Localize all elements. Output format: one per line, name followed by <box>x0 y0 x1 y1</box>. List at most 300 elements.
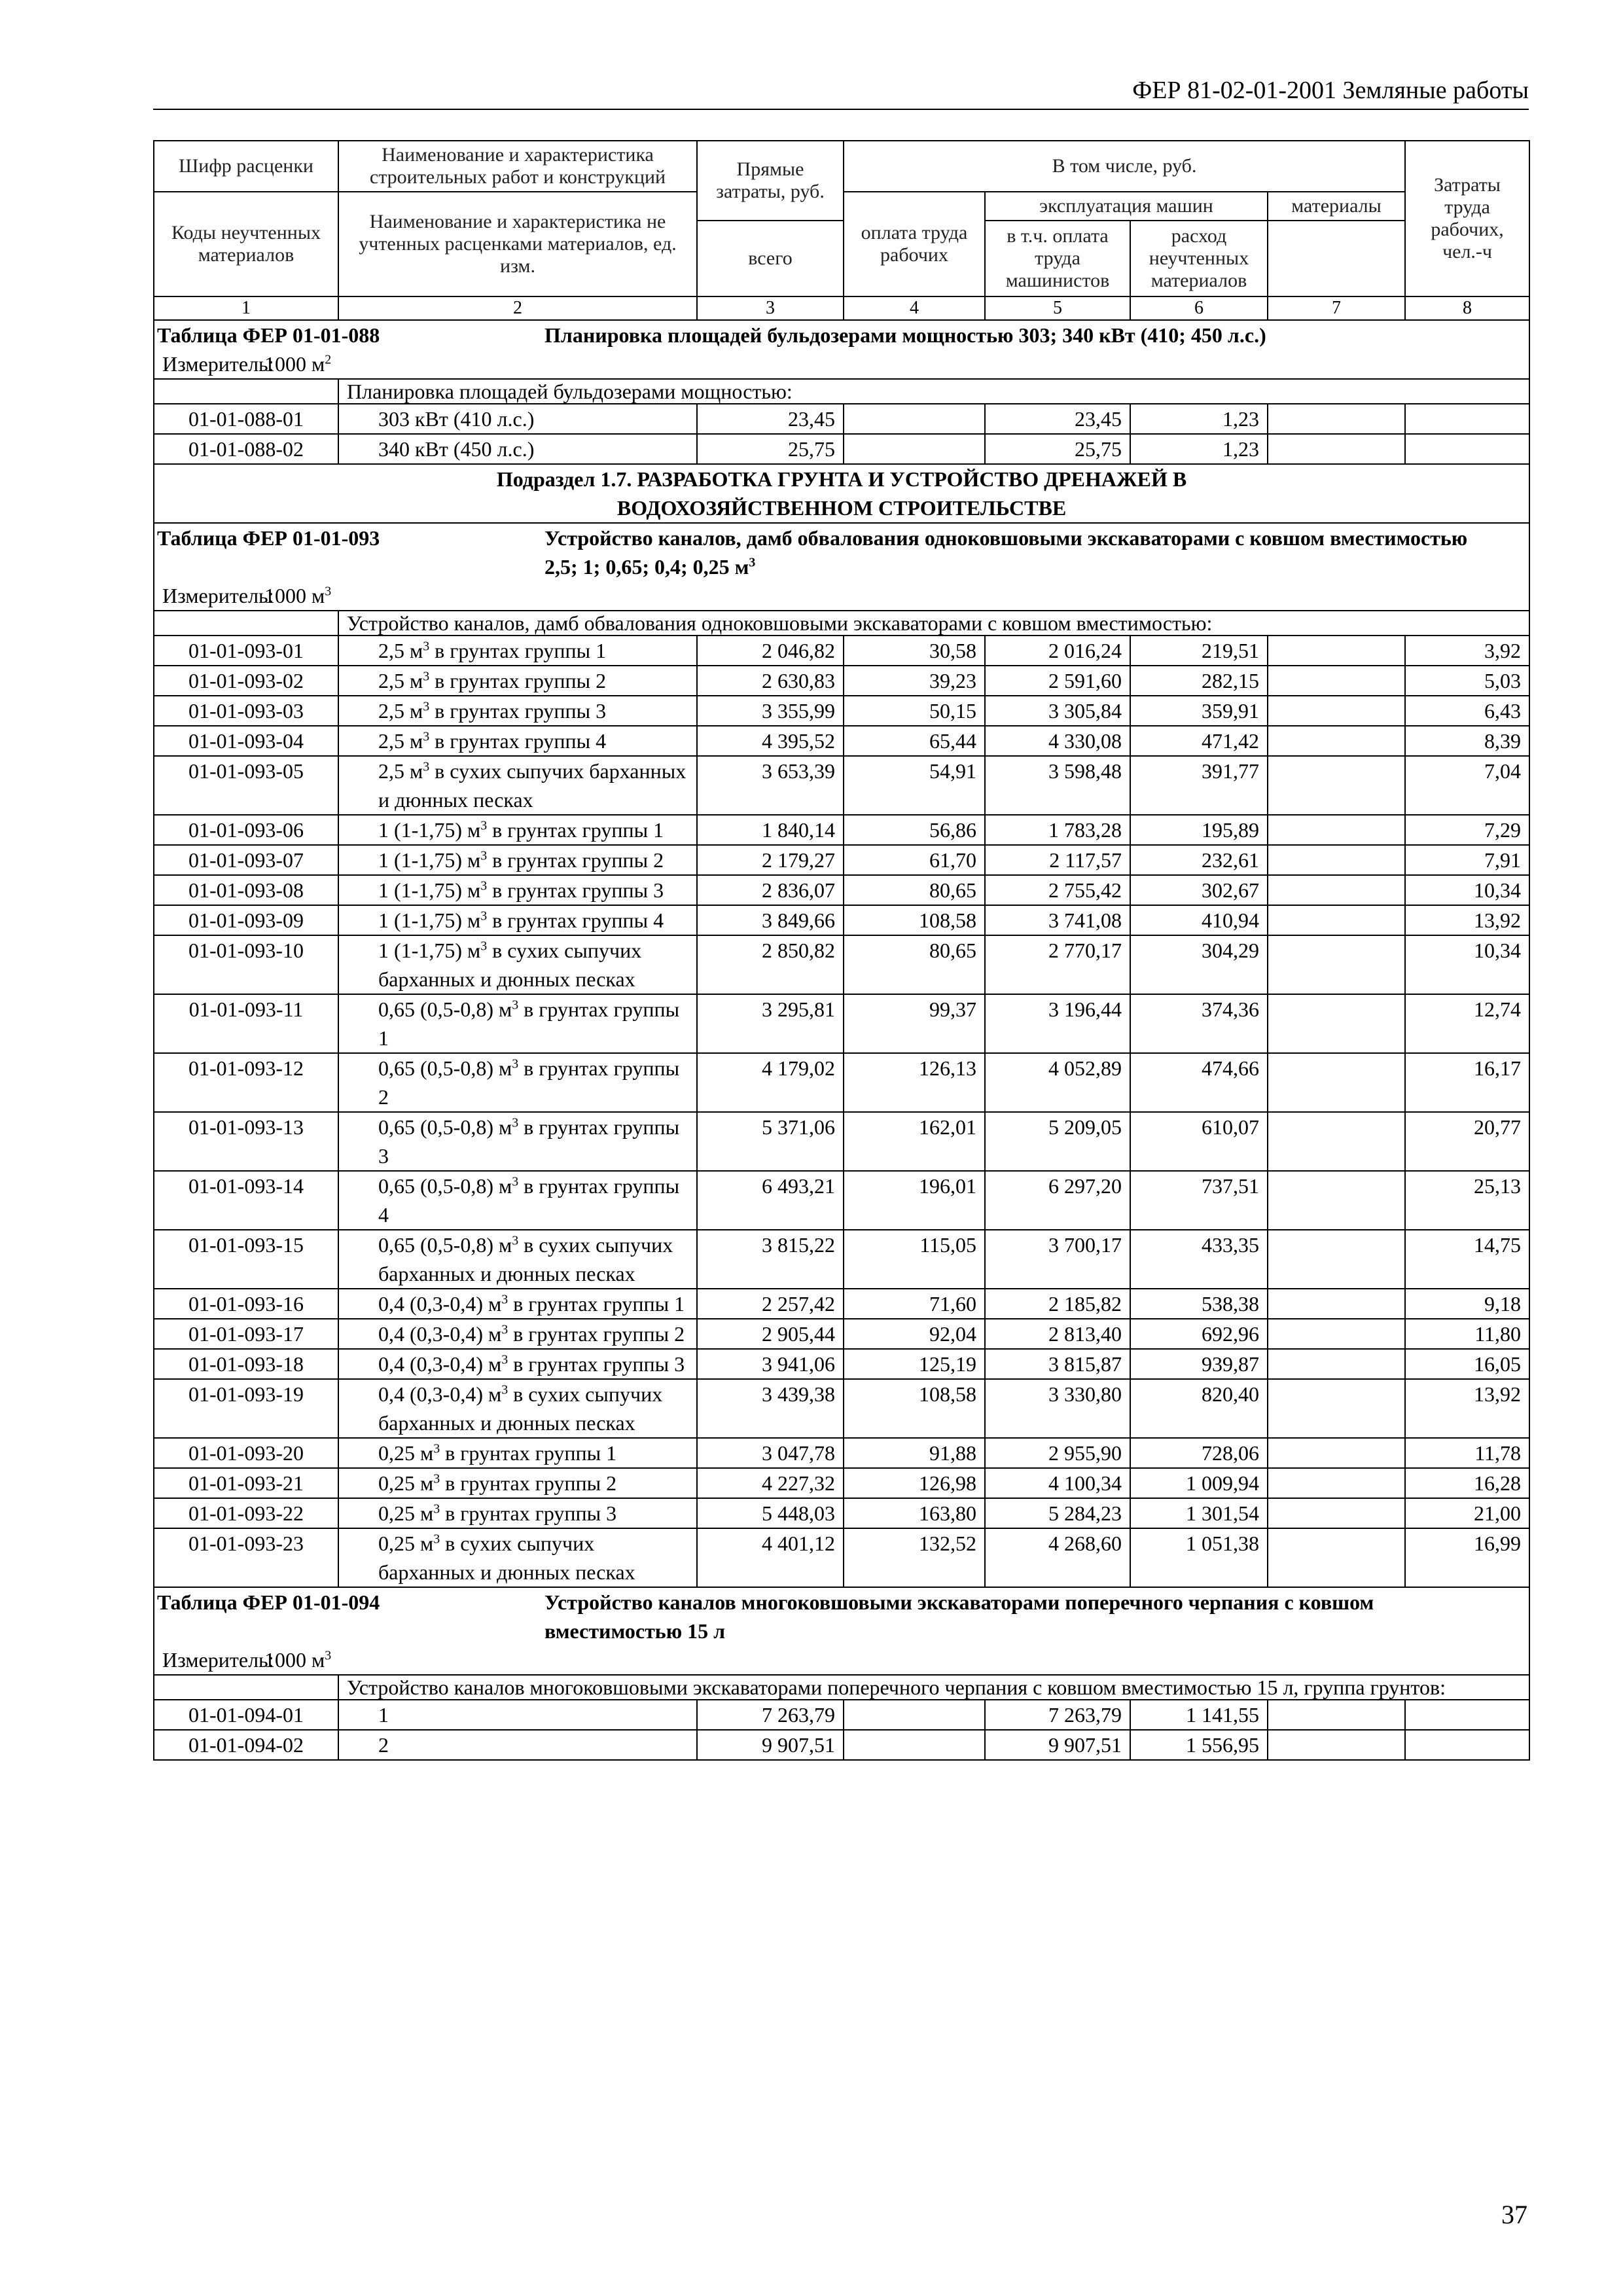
direct-cost: 4 227,32 <box>697 1468 844 1498</box>
workers-wages: 99,37 <box>844 994 985 1053</box>
intro-text: Устройство каналов многоковшовыми экскаваторами поперечного черпания с ковшом вместимостью 15 л, группа грунтов: <box>338 1675 1529 1700</box>
materials-cost <box>1268 815 1405 845</box>
machines-total: 5 209,05 <box>985 1112 1130 1171</box>
t088-intro-row <box>154 379 1529 404</box>
rate-code: 01-01-094-01 <box>154 1700 338 1730</box>
machines-total: 25,75 <box>985 434 1130 464</box>
work-name: 0,65 (0,5-0,8) $м^3$ в сухих сыпучих барханных и дюнных песках <box>338 1230 697 1289</box>
work-name: 0,65 (0,5-0,8) $м^3$ в грунтах группы 1 <box>338 994 697 1053</box>
rate-code: 01-01-094-02 <box>154 1730 338 1760</box>
measure-label: Измеритель: <box>162 352 274 376</box>
t094-title-row <box>154 1587 1529 1645</box>
rate-code: 01-01-093-21 <box>154 1468 338 1498</box>
labor-cost: 7,04 <box>1405 756 1529 815</box>
measure-label: Измеритель: <box>162 584 274 607</box>
rate-code: 01-01-093-22 <box>154 1498 338 1528</box>
measure-cell <box>154 581 1529 611</box>
col-direct: Прямые затраты, руб. <box>697 141 844 221</box>
table-row <box>154 1112 1529 1171</box>
work-name: 1 (1-1,75) $м^3$ в сухих сыпучих барханных и дюнных песках <box>338 935 697 994</box>
superscript: 3 <box>512 1056 519 1071</box>
rate-code: 01-01-093-06 <box>154 815 338 845</box>
superscript: 3 <box>480 878 488 893</box>
superscript: 3 <box>501 1382 508 1397</box>
rate-code: 01-01-093-02 <box>154 666 338 696</box>
machinists-wages: 692,96 <box>1130 1319 1268 1349</box>
machinists-wages: 433,35 <box>1130 1230 1268 1289</box>
work-name: 1 <box>338 1700 697 1730</box>
materials-cost <box>1268 845 1405 875</box>
machines-total: 2 016,24 <box>985 636 1130 666</box>
machines-total: 2 185,82 <box>985 1289 1130 1319</box>
machinists-wages: 410,94 <box>1130 905 1268 935</box>
superscript: 3 <box>480 939 488 954</box>
work-name: 0,4 (0,3-0,4) $м^3$ в грунтах группы 3 <box>338 1349 697 1379</box>
materials-cost <box>1268 905 1405 935</box>
workers-wages: 196,01 <box>844 1171 985 1230</box>
direct-cost: 2 630,83 <box>697 666 844 696</box>
work-name: 0,4 (0,3-0,4) $м^3$ в грунтах группы 2 <box>338 1319 697 1349</box>
measure-value: 1000 $м^3$ <box>264 1648 332 1672</box>
materials-cost <box>1268 696 1405 726</box>
superscript: 3 <box>433 1532 440 1547</box>
direct-cost: 3 295,81 <box>697 994 844 1053</box>
materials-cost <box>1268 1700 1405 1730</box>
table-row <box>154 1319 1529 1349</box>
machinists-wages: 359,91 <box>1130 696 1268 726</box>
machinists-wages: 219,51 <box>1130 636 1268 666</box>
direct-cost: 3 815,22 <box>697 1230 844 1289</box>
measure-value: 1000 $м^3$ <box>264 584 332 607</box>
t094-title-cell <box>154 1587 1529 1645</box>
table-row <box>154 935 1529 994</box>
rate-code: 01-01-093-07 <box>154 845 338 875</box>
work-name: 0,25 $м^3$ в грунтах группы 2 <box>338 1468 697 1498</box>
materials-cost <box>1268 1498 1405 1528</box>
workers-wages <box>844 404 985 434</box>
workers-wages: 108,58 <box>844 905 985 935</box>
direct-cost: 2 836,07 <box>697 875 844 905</box>
table-row <box>154 666 1529 696</box>
table-title: Устройство каналов многоковшовыми экскаваторами поперечного черпания с ковшом вместимостью 15 л <box>544 1590 1374 1643</box>
superscript: 3 <box>512 997 519 1013</box>
intro-text: Устройство каналов, дамб обвалования одноковшовыми экскаваторами с ковшом вместимостью: <box>338 611 1529 636</box>
col-materials-sub: расход неучтенных материалов <box>1130 221 1268 296</box>
direct-cost: 3 849,66 <box>697 905 844 935</box>
machinists-wages: 1 141,55 <box>1130 1700 1268 1730</box>
materials-cost <box>1268 1528 1405 1587</box>
machinists-wages: 1,23 <box>1130 434 1268 464</box>
table-row <box>154 1468 1529 1498</box>
table-title: Устройство каналов, дамб обвалования одноковшовыми экскаваторами с ковшом вместимостью 2,5; 1; 0,65; 0,4; 0,25 $м^3$ <box>544 526 1468 579</box>
table-row <box>154 1379 1529 1438</box>
materials-cost <box>1268 1468 1405 1498</box>
superscript: 3 <box>325 1648 332 1663</box>
labor-cost: 14,75 <box>1405 1230 1529 1289</box>
workers-wages: 61,70 <box>844 845 985 875</box>
superscript: 3 <box>325 584 332 599</box>
section-line-1: Подраздел 1.7. РАЗРАБОТКА ГРУНТА И УСТРОЙСТВО ДРЕНАЖЕЙ В <box>496 467 1187 491</box>
rate-code: 01-01-093-19 <box>154 1379 338 1438</box>
workers-wages: 163,80 <box>844 1498 985 1528</box>
materials-cost <box>1268 1349 1405 1379</box>
work-name: 2,5 $м^3$ в сухих сыпучих барханных и дюнных песках <box>338 756 697 815</box>
column-number: 5 <box>985 296 1130 320</box>
machinists-wages: 374,36 <box>1130 994 1268 1053</box>
intro-code-cell <box>154 611 338 636</box>
page-header <box>153 68 1529 110</box>
work-name: 2,5 $м^3$ в грунтах группы 4 <box>338 726 697 756</box>
rate-code: 01-01-093-18 <box>154 1349 338 1379</box>
column-number: 1 <box>154 296 338 320</box>
machines-total: 1 783,28 <box>985 815 1130 845</box>
materials-cost <box>1268 1053 1405 1112</box>
direct-cost: 2 905,44 <box>697 1319 844 1349</box>
col-codes: Коды неучтенных материалов <box>154 192 338 296</box>
machines-total: 23,45 <box>985 404 1130 434</box>
section-title <box>154 464 1529 523</box>
machinists-wages: 728,06 <box>1130 1438 1268 1468</box>
direct-cost: 4 395,52 <box>697 726 844 756</box>
page-number: 37 <box>1501 2200 1527 2229</box>
materials-cost <box>1268 1112 1405 1171</box>
header-row-1 <box>154 141 1529 192</box>
materials-cost <box>1268 1289 1405 1319</box>
workers-wages: 92,04 <box>844 1319 985 1349</box>
table-row <box>154 1171 1529 1230</box>
direct-cost: 3 355,99 <box>697 696 844 726</box>
table-title: Планировка площадей бульдозерами мощностью 303; 340 кВт (410; 450 л.с.) <box>544 323 1266 347</box>
col-wages: оплата труда рабочих <box>844 192 985 296</box>
t093-measure-row <box>154 581 1529 611</box>
table-row <box>154 404 1529 434</box>
table-row <box>154 1700 1529 1730</box>
materials-cost <box>1268 1230 1405 1289</box>
materials-cost <box>1268 1319 1405 1349</box>
materials-cost <box>1268 726 1405 756</box>
col-materials: материалы <box>1268 192 1405 221</box>
superscript: 3 <box>423 639 430 654</box>
column-number: 7 <box>1268 296 1405 320</box>
machines-total: 3 196,44 <box>985 994 1130 1053</box>
t088-title-row <box>154 320 1529 350</box>
superscript: 3 <box>480 818 488 833</box>
direct-cost: 3 941,06 <box>697 1349 844 1379</box>
machines-total: 4 100,34 <box>985 1468 1130 1498</box>
work-name: 0,65 (0,5-0,8) $м^3$ в грунтах группы 2 <box>338 1053 697 1112</box>
work-name: 0,65 (0,5-0,8) $м^3$ в грунтах группы 3 <box>338 1112 697 1171</box>
labor-cost: 11,80 <box>1405 1319 1529 1349</box>
measure-value: 1000 $м^2$ <box>264 352 332 376</box>
direct-cost: 3 653,39 <box>697 756 844 815</box>
col-name-bottom: Наименование и характеристика не учтенных расценками материалов, ед. изм. <box>338 192 697 296</box>
column-number: 2 <box>338 296 697 320</box>
materials-cost <box>1268 1730 1405 1760</box>
workers-wages: 80,65 <box>844 875 985 905</box>
rate-code: 01-01-093-23 <box>154 1528 338 1587</box>
t088-measure-row <box>154 350 1529 379</box>
machinists-wages: 391,77 <box>1130 756 1268 815</box>
labor-cost: 16,28 <box>1405 1468 1529 1498</box>
intro-text: Планировка площадей бульдозерами мощностью: <box>338 379 1529 404</box>
labor-cost: 12,74 <box>1405 994 1529 1053</box>
materials-cost <box>1268 404 1405 434</box>
work-name: 0,4 (0,3-0,4) $м^3$ в сухих сыпучих барханных и дюнных песках <box>338 1379 697 1438</box>
table-row <box>154 1528 1529 1587</box>
machines-total: 9 907,51 <box>985 1730 1130 1760</box>
materials-cost <box>1268 756 1405 815</box>
labor-cost: 21,00 <box>1405 1498 1529 1528</box>
workers-wages <box>844 434 985 464</box>
table-row <box>154 845 1529 875</box>
col-machines-wages: в т.ч. оплата труда машинистов <box>985 221 1130 296</box>
machinists-wages: 471,42 <box>1130 726 1268 756</box>
machines-total: 4 330,08 <box>985 726 1130 756</box>
machinists-wages: 820,40 <box>1130 1379 1268 1438</box>
section-row <box>154 464 1529 523</box>
machines-total: 4 268,60 <box>985 1528 1130 1587</box>
labor-cost <box>1405 404 1529 434</box>
labor-cost: 13,92 <box>1405 1379 1529 1438</box>
rate-code: 01-01-093-12 <box>154 1053 338 1112</box>
table-row <box>154 875 1529 905</box>
machinists-wages: 737,51 <box>1130 1171 1268 1230</box>
rate-code: 01-01-093-16 <box>154 1289 338 1319</box>
superscript: 3 <box>501 1352 508 1367</box>
table-row <box>154 815 1529 845</box>
materials-cost <box>1268 1171 1405 1230</box>
t093-title-cell <box>154 523 1529 581</box>
measure-cell <box>154 1645 1529 1675</box>
work-name: 2,5 $м^3$ в грунтах группы 3 <box>338 696 697 726</box>
labor-cost <box>1405 1700 1529 1730</box>
machinists-wages: 304,29 <box>1130 935 1268 994</box>
machinists-wages: 1 556,95 <box>1130 1730 1268 1760</box>
work-name: 303 кВт (410 л.с.) <box>338 404 697 434</box>
direct-cost: 6 493,21 <box>697 1171 844 1230</box>
workers-wages <box>844 1730 985 1760</box>
direct-cost: 9 907,51 <box>697 1730 844 1760</box>
rate-code: 01-01-093-04 <box>154 726 338 756</box>
machines-total: 3 741,08 <box>985 905 1130 935</box>
workers-wages: 132,52 <box>844 1528 985 1587</box>
machines-total: 4 052,89 <box>985 1053 1130 1112</box>
superscript: 3 <box>512 1174 519 1189</box>
machines-total: 2 591,60 <box>985 666 1130 696</box>
materials-cost <box>1268 666 1405 696</box>
table-code: Таблица ФЕР 01-01-094 <box>157 1590 380 1614</box>
superscript: 3 <box>423 729 430 744</box>
workers-wages <box>844 1700 985 1730</box>
table-row <box>154 1053 1529 1112</box>
labor-cost: 3,92 <box>1405 636 1529 666</box>
work-name: 340 кВт (450 л.с.) <box>338 434 697 464</box>
column-number: 3 <box>697 296 844 320</box>
direct-cost: 4 179,02 <box>697 1053 844 1112</box>
table-row <box>154 1230 1529 1289</box>
measure-label: Измеритель: <box>162 1648 274 1672</box>
table-row <box>154 756 1529 815</box>
work-name: 0,25 $м^3$ в сухих сыпучих барханных и дюнных песках <box>338 1528 697 1587</box>
machines-total: 2 955,90 <box>985 1438 1130 1468</box>
table-row <box>154 726 1529 756</box>
materials-cost <box>1268 875 1405 905</box>
col-labor: Затраты труда рабочих, чел.-ч <box>1405 141 1529 296</box>
machinists-wages: 1 301,54 <box>1130 1498 1268 1528</box>
machinists-wages: 1 009,94 <box>1130 1468 1268 1498</box>
machines-total: 2 755,42 <box>985 875 1130 905</box>
workers-wages: 126,98 <box>844 1468 985 1498</box>
t094-measure-row <box>154 1645 1529 1675</box>
work-name: 0,4 (0,3-0,4) $м^3$ в грунтах группы 1 <box>338 1289 697 1319</box>
machinists-wages: 474,66 <box>1130 1053 1268 1112</box>
labor-cost: 6,43 <box>1405 696 1529 726</box>
machines-total: 6 297,20 <box>985 1171 1130 1230</box>
superscript: 3 <box>512 1233 519 1248</box>
direct-cost: 7 263,79 <box>697 1700 844 1730</box>
col-cipher: Шифр расценки <box>154 141 338 192</box>
machinists-wages: 195,89 <box>1130 815 1268 845</box>
table-row <box>154 1498 1529 1528</box>
direct-cost: 1 840,14 <box>697 815 844 845</box>
labor-cost <box>1405 1730 1529 1760</box>
labor-cost: 10,34 <box>1405 935 1529 994</box>
table-row <box>154 1289 1529 1319</box>
machines-total: 3 305,84 <box>985 696 1130 726</box>
column-number: 8 <box>1405 296 1529 320</box>
materials-cost <box>1268 1379 1405 1438</box>
workers-wages: 50,15 <box>844 696 985 726</box>
machines-total: 3 815,87 <box>985 1349 1130 1379</box>
t093-title-row <box>154 523 1529 581</box>
table-row <box>154 1349 1529 1379</box>
rate-code: 01-01-093-20 <box>154 1438 338 1468</box>
direct-cost: 23,45 <box>697 404 844 434</box>
rates-table <box>153 140 1530 1761</box>
machines-total: 3 330,80 <box>985 1379 1130 1438</box>
superscript: 3 <box>512 1115 519 1130</box>
workers-wages: 108,58 <box>844 1379 985 1438</box>
table-row <box>154 1438 1529 1468</box>
col-machines-total: всего <box>697 221 844 296</box>
workers-wages: 80,65 <box>844 935 985 994</box>
table-row <box>154 905 1529 935</box>
table-row <box>154 1730 1529 1760</box>
labor-cost: 16,99 <box>1405 1528 1529 1587</box>
superscript: 3 <box>480 908 488 924</box>
machinists-wages: 939,87 <box>1130 1349 1268 1379</box>
superscript: 3 <box>749 555 756 570</box>
machinists-wages: 538,38 <box>1130 1289 1268 1319</box>
superscript: 2 <box>325 352 332 367</box>
col-incl: В том числе, руб. <box>844 141 1405 192</box>
column-number: 4 <box>844 296 985 320</box>
direct-cost: 25,75 <box>697 434 844 464</box>
superscript: 3 <box>480 848 488 863</box>
table-row <box>154 434 1529 464</box>
machines-total: 5 284,23 <box>985 1498 1130 1528</box>
rate-code: 01-01-088-01 <box>154 404 338 434</box>
workers-wages: 71,60 <box>844 1289 985 1319</box>
direct-cost: 4 401,12 <box>697 1528 844 1587</box>
labor-cost: 25,13 <box>1405 1171 1529 1230</box>
workers-wages: 126,13 <box>844 1053 985 1112</box>
direct-cost: 2 046,82 <box>697 636 844 666</box>
table-row <box>154 994 1529 1053</box>
col-name-top: Наименование и характеристика строительных работ и конструкций <box>338 141 697 192</box>
direct-cost: 2 850,82 <box>697 935 844 994</box>
machinists-wages: 1,23 <box>1130 404 1268 434</box>
superscript: 3 <box>433 1441 440 1456</box>
rate-code: 01-01-093-10 <box>154 935 338 994</box>
rate-code: 01-01-093-03 <box>154 696 338 726</box>
work-name: 0,65 (0,5-0,8) $м^3$ в грунтах группы 4 <box>338 1171 697 1230</box>
labor-cost: 5,03 <box>1405 666 1529 696</box>
labor-cost: 20,77 <box>1405 1112 1529 1171</box>
measure-cell <box>154 350 1529 379</box>
table-row <box>154 696 1529 726</box>
superscript: 3 <box>433 1501 440 1516</box>
work-name: 1 (1-1,75) $м^3$ в грунтах группы 1 <box>338 815 697 845</box>
labor-cost: 16,05 <box>1405 1349 1529 1379</box>
materials-cost <box>1268 994 1405 1053</box>
work-name: 1 (1-1,75) $м^3$ в грунтах группы 4 <box>338 905 697 935</box>
workers-wages: 115,05 <box>844 1230 985 1289</box>
workers-wages: 65,44 <box>844 726 985 756</box>
materials-cost <box>1268 434 1405 464</box>
workers-wages: 162,01 <box>844 1112 985 1171</box>
header-title: ФЕР 81-02-01-2001 Земляные работы <box>1132 77 1529 104</box>
labor-cost: 13,92 <box>1405 905 1529 935</box>
t088-title-cell <box>154 320 1529 350</box>
rate-code: 01-01-093-14 <box>154 1171 338 1230</box>
labor-cost: 7,91 <box>1405 845 1529 875</box>
machines-total: 2 770,17 <box>985 935 1130 994</box>
labor-cost: 8,39 <box>1405 726 1529 756</box>
section-line-2: ВОДОХОЗЯЙСТВЕННОМ СТРОИТЕЛЬСТВЕ <box>616 496 1067 520</box>
rate-code: 01-01-093-01 <box>154 636 338 666</box>
direct-cost: 5 448,03 <box>697 1498 844 1528</box>
work-name: 0,25 $м^3$ в грунтах группы 3 <box>338 1498 697 1528</box>
table-row <box>154 636 1529 666</box>
labor-cost: 11,78 <box>1405 1438 1529 1468</box>
labor-cost: 7,29 <box>1405 815 1529 845</box>
rate-code: 01-01-093-11 <box>154 994 338 1053</box>
t093-intro-row <box>154 611 1529 636</box>
intro-code-cell <box>154 1675 338 1700</box>
machines-total: 2 813,40 <box>985 1319 1130 1349</box>
materials-cost <box>1268 1438 1405 1468</box>
workers-wages: 125,19 <box>844 1349 985 1379</box>
work-name: 2 <box>338 1730 697 1760</box>
superscript: 3 <box>423 699 430 714</box>
table-code: Таблица ФЕР 01-01-093 <box>157 526 380 550</box>
work-name: 1 (1-1,75) $м^3$ в грунтах группы 2 <box>338 845 697 875</box>
machinists-wages: 610,07 <box>1130 1112 1268 1171</box>
superscript: 3 <box>423 669 430 684</box>
direct-cost: 3 439,38 <box>697 1379 844 1438</box>
work-name: 2,5 $м^3$ в грунтах группы 2 <box>338 666 697 696</box>
machines-total: 7 263,79 <box>985 1700 1130 1730</box>
superscript: 3 <box>433 1471 440 1486</box>
column-number: 6 <box>1130 296 1268 320</box>
superscript: 3 <box>423 759 430 774</box>
materials-cost <box>1268 935 1405 994</box>
direct-cost: 5 371,06 <box>697 1112 844 1171</box>
direct-cost: 3 047,78 <box>697 1438 844 1468</box>
rate-code: 01-01-093-13 <box>154 1112 338 1171</box>
labor-cost: 16,17 <box>1405 1053 1529 1112</box>
